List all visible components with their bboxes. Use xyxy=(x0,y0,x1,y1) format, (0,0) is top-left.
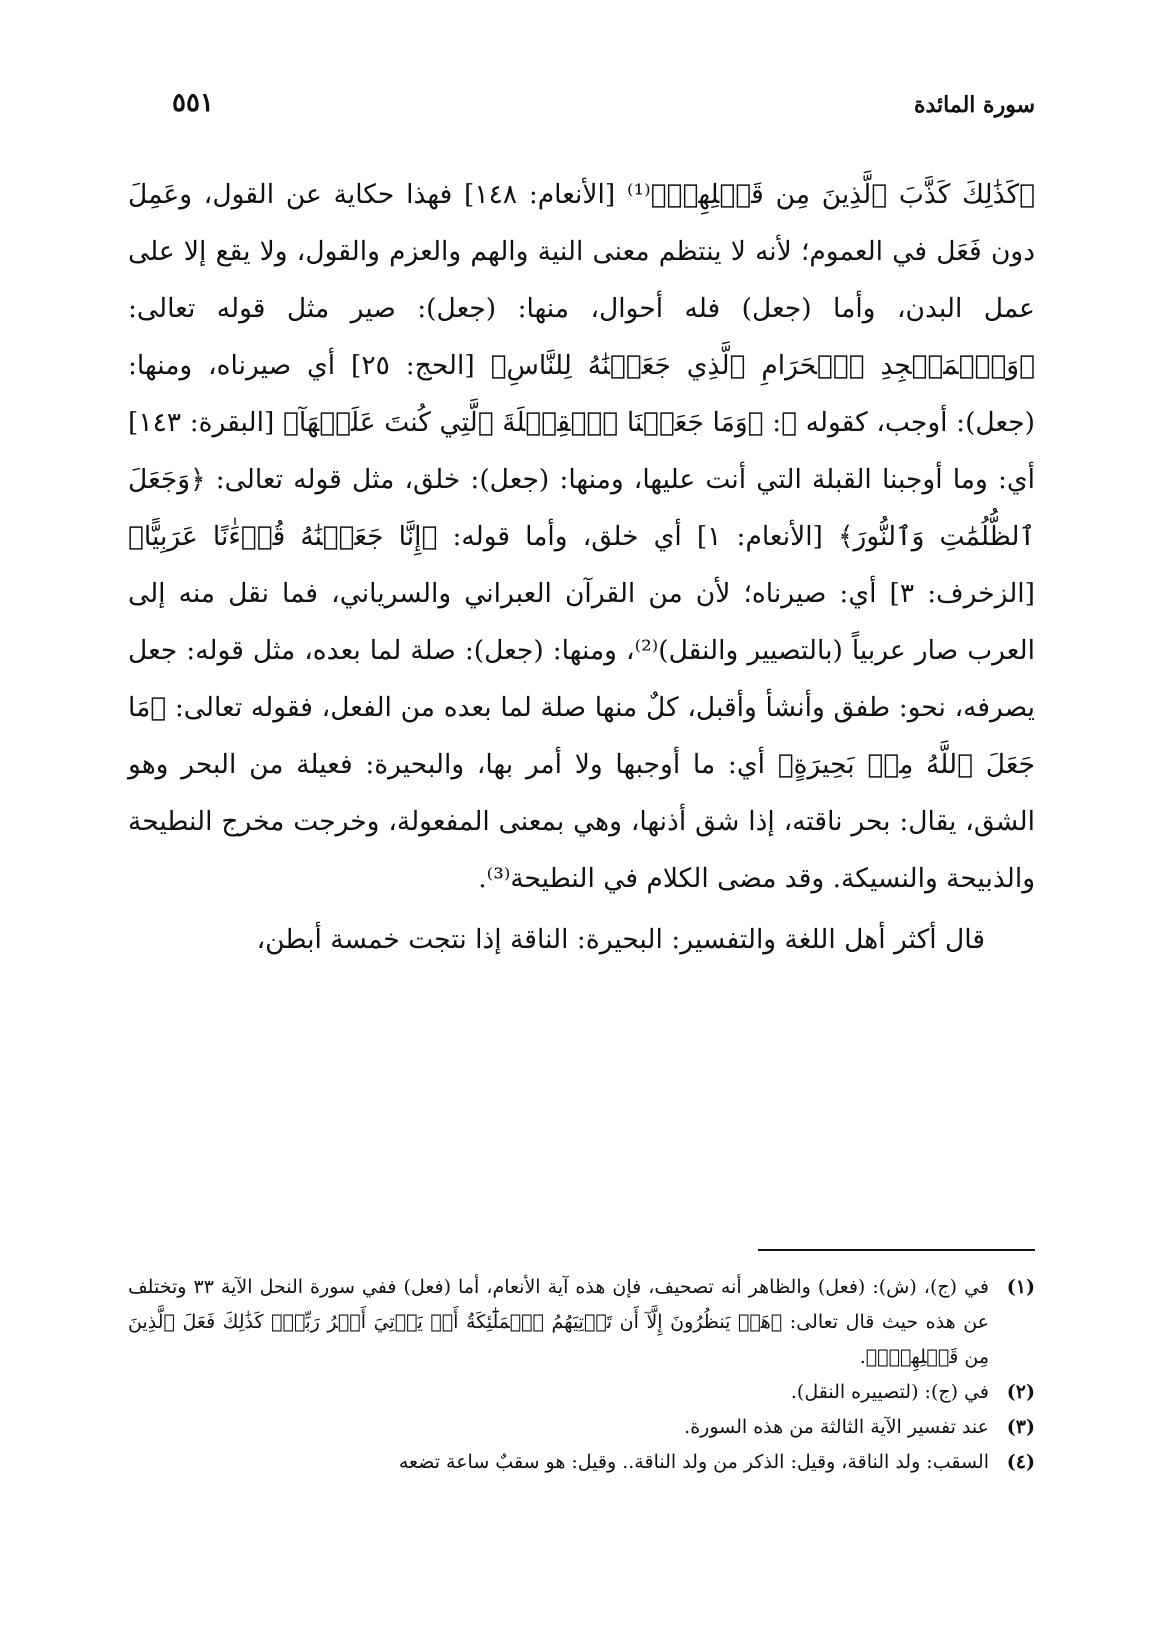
footnotes xyxy=(128,1270,1035,1480)
paragraph: قال أكثر أهل اللغة والتفسير: البحيرة: الناقة إذا نتجت خمسة أبطن، xyxy=(256,924,985,955)
page-header xyxy=(128,88,1035,128)
page-number: ٥٥١ xyxy=(172,88,214,118)
paragraph: ﴿كَذَٰلِكَ كَذَّبَ ٱلَّذِينَ مِن قَبۡلِهِمۡ﴾⁽¹⁾ [الأنعام: ١٤٨] فهذا حكاية عن القول، وعَمِلَ دون فَعَل في العموم؛ لأنه لا ينتظم معنى النية والهم والعزم والقول، ولا يقع إلا على عمل البدن، وأما (جعل) فله أحوال، منها: (جعل): صير مثل قوله تعالى: ﴿وَٱلۡمَسۡجِدِ ٱلۡحَرَامِ ٱلَّذِي جَعَلۡنَٰهُ لِلنَّاسِ﴾ [الحج: ٢٥] أي صيرناه، ومنها: (جعل): أوجب، كقوله ﷻ: ﴿وَمَا جَعَلۡنَا ٱلۡقِبۡلَةَ ٱلَّتِي كُنتَ عَلَيۡهَآ﴾ [البقرة: ١٤٣] أي: وما أوجبنا القبلة التي أنت عليها، ومنها: (جعل): خلق، مثل قوله تعالى: ﴿وَجَعَلَ ٱلظُّلُمَٰتِ وَٱلنُّورَ﴾ [الأنعام: ١] أي خلق، وأما قوله: ﴿إِنَّا جَعَلۡنَٰهُ قُرۡءَٰنًا عَرَبِيًّا﴾ [الزخرف: ٣] أي: صيرناه؛ لأن من القرآن العبراني والسرياني، فما نقل منه إلى العرب صار عربياً (بالتصيير والنقل)⁽²⁾، ومنها: (جعل): صلة لما بعده، مثل قوله: جعل يصرفه، نحو: طفق وأنشأ وأقبل، كلٌ منها صلة لما بعده من الفعل، فقوله تعالى: ﴿مَا جَعَلَ ٱللَّهُ مِنۢ بَحِيرَةٍ﴾ أي: ما أوجبها ولا أمر بها، والبحيرة: فعيلة من البحر وهو الشق، يقال: بحر ناقته، إذا شق أذنها، وهي بمعنى المفعولة، وخرجت مخرج النطيحة والذبيحة والنسيكة. وقد مضى الكلام في النطيحة⁽³⁾. xyxy=(128,179,1035,894)
footnote-number: (١) xyxy=(1006,1276,1035,1298)
footnote xyxy=(128,1270,1035,1375)
footnote xyxy=(128,1445,1035,1480)
surah-name: سورة المائدة xyxy=(913,92,1035,118)
footnote-text: في (ج)، (ش): (فعل) والظاهر أنه تصحيف، فإن هذه آية الأنعام، أما (فعل) ففي سورة النحل الآية ٣٣ وتختلف عن هذه حيث قال تعالى: ﴿هَلۡ يَنظُرُونَ إِلَّآ أَن تَأۡتِيَهُمُ ٱلۡمَلَٰٓئِكَةُ أَوۡ يَأۡتِيَ أَمۡرُ رَبِّكَۚ كَذَٰلِكَ فَعَلَ ٱلَّذِينَ مِن قَبۡلِهِمۡۚ﴾. xyxy=(128,1276,989,1368)
footnote xyxy=(128,1375,1035,1410)
footnote xyxy=(128,1410,1035,1445)
footnote-divider xyxy=(758,1249,1035,1251)
footnote-number: (٤) xyxy=(1006,1451,1035,1473)
main-text xyxy=(128,166,1035,968)
footnote-text: في (ج): (لتصييره النقل). xyxy=(790,1381,989,1403)
footnote-number: (٣) xyxy=(1006,1416,1035,1438)
footnote-text: السقب: ولد الناقة، وقيل: الذكر من ولد الناقة.. وقيل: هو سقبٌ ساعة تضعه xyxy=(398,1451,989,1473)
footnote-number: (٢) xyxy=(1006,1381,1035,1403)
footnote-text: عند تفسير الآية الثالثة من هذه السورة. xyxy=(684,1416,989,1438)
